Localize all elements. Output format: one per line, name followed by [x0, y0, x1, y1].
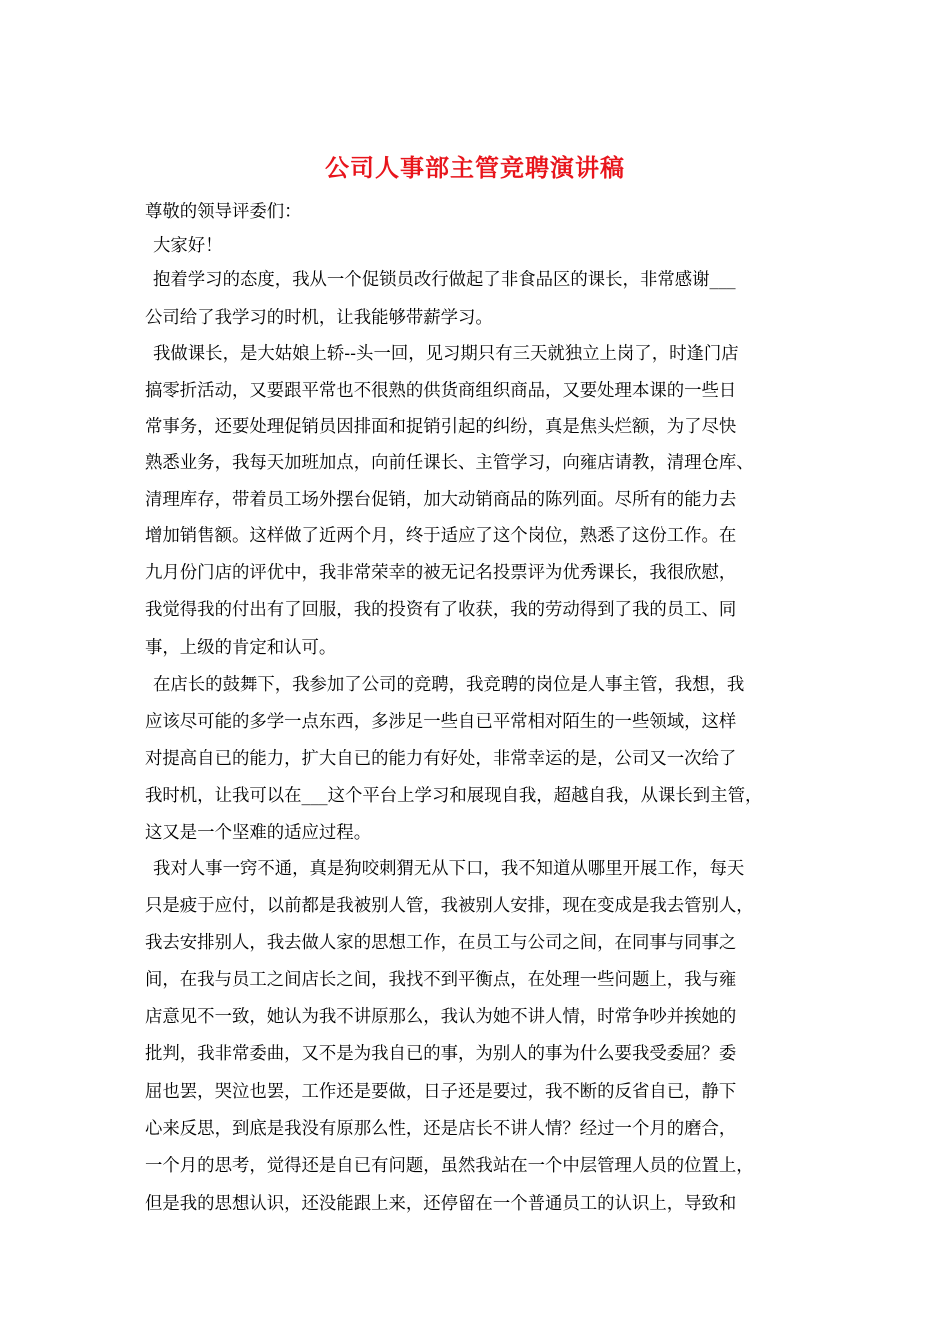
text-line: 我做课长，是大姑娘上轿--头一回，见习期只有三天就独立上岗了，时逢门店: [153, 344, 739, 364]
text-line: 应该尽可能的多学一点东西，多涉足一些自已平常相对陌生的一些领域，这样: [145, 712, 737, 732]
text-line: 熟悉业务，我每天加班加点，向前任课长、主管学习，向雍店请教，清理仓库、: [145, 453, 754, 473]
text-line: 这又是一个坚难的适应过程。: [145, 823, 372, 843]
text-line: 屈也罢，哭泣也罢，工作还是要做，日子还是要过，我不断的反省自已，静下: [145, 1082, 737, 1102]
text-line: 大家好！: [153, 236, 223, 256]
document-title: 公司人事部主管竞聘演讲稿: [325, 153, 625, 182]
text-line: 对提高自已的能力，扩大自已的能力有好处，非常幸运的是，公司又一次给了: [145, 749, 737, 769]
text-line: 店意见不一致，她认为我不讲原那么，我认为她不讲人情，时常争吵并挨她的: [145, 1007, 737, 1027]
text-line: 尊敬的领导评委们：: [145, 202, 302, 222]
text-line: 清理库存，带着员工场外摆台促销，加大动销商品的陈列面。尽所有的能力去: [145, 490, 737, 510]
text-line: 我时机，让我可以在___这个平台上学习和展现自我，超越自我，从课长到主管，: [145, 786, 763, 806]
text-line: 间，在我与员工之间店长之间，我找不到平衡点，在处理一些问题上，我与雍: [145, 970, 737, 990]
text-line: 我觉得我的付出有了回服，我的投资有了收获，我的劳动得到了我的员工、同: [145, 600, 737, 620]
text-line: 心来反思，到底是我没有原那么性，还是店长不讲人情？经过一个月的磨合，: [145, 1119, 737, 1139]
text-line: 常事务，还要处理促销员因排面和捉销引起的纠纷，真是焦头烂额，为了尽快: [145, 417, 737, 437]
text-line: 一个月的思考，觉得还是自已有问题，虽然我站在一个中层管理人员的位置上，: [145, 1156, 754, 1176]
text-line: 增加销售额。这样做了近两个月，终于适应了这个岗位，熟悉了这份工作。在: [145, 526, 737, 546]
text-line: 我去安排别人，我去做人家的思想工作，在员工与公司之间，在同事与同事之: [145, 933, 737, 953]
text-line: 公司给了我学习的时机，让我能够带薪学习。: [145, 308, 493, 328]
text-line: 但是我的思想认识，还没能跟上来，还停留在一个普通员工的认识上，导致和: [145, 1194, 737, 1214]
text-line: 只是疲于应付，以前都是我被别人管，我被别人安排，现在变成是我去管别人，: [145, 896, 754, 916]
text-line: 事，上级的肯定和认可。: [145, 638, 337, 658]
text-line: 抱着学习的态度，我从一个促锁员改行做起了非食品区的课长，非常感谢___: [153, 270, 736, 290]
text-line: 批判，我非常委曲，又不是为我自已的事，为别人的事为什么要我受委屈？委: [145, 1044, 737, 1064]
text-line: 搞零折活动，又要跟平常也不很熟的供货商组织商品，又要处理本课的一些日: [145, 381, 737, 401]
text-line: 我对人事一窍不通，真是狗咬刺猬无从下口，我不知道从哪里开展工作，每天: [153, 859, 745, 879]
text-line: 九月份门店的评优中，我非常荣幸的被无记名投票评为优秀课长，我很欣慰，: [145, 563, 737, 583]
text-line: 在店长的鼓舞下，我参加了公司的竞聘，我竞聘的岗位是人事主管，我想，我: [153, 675, 745, 695]
